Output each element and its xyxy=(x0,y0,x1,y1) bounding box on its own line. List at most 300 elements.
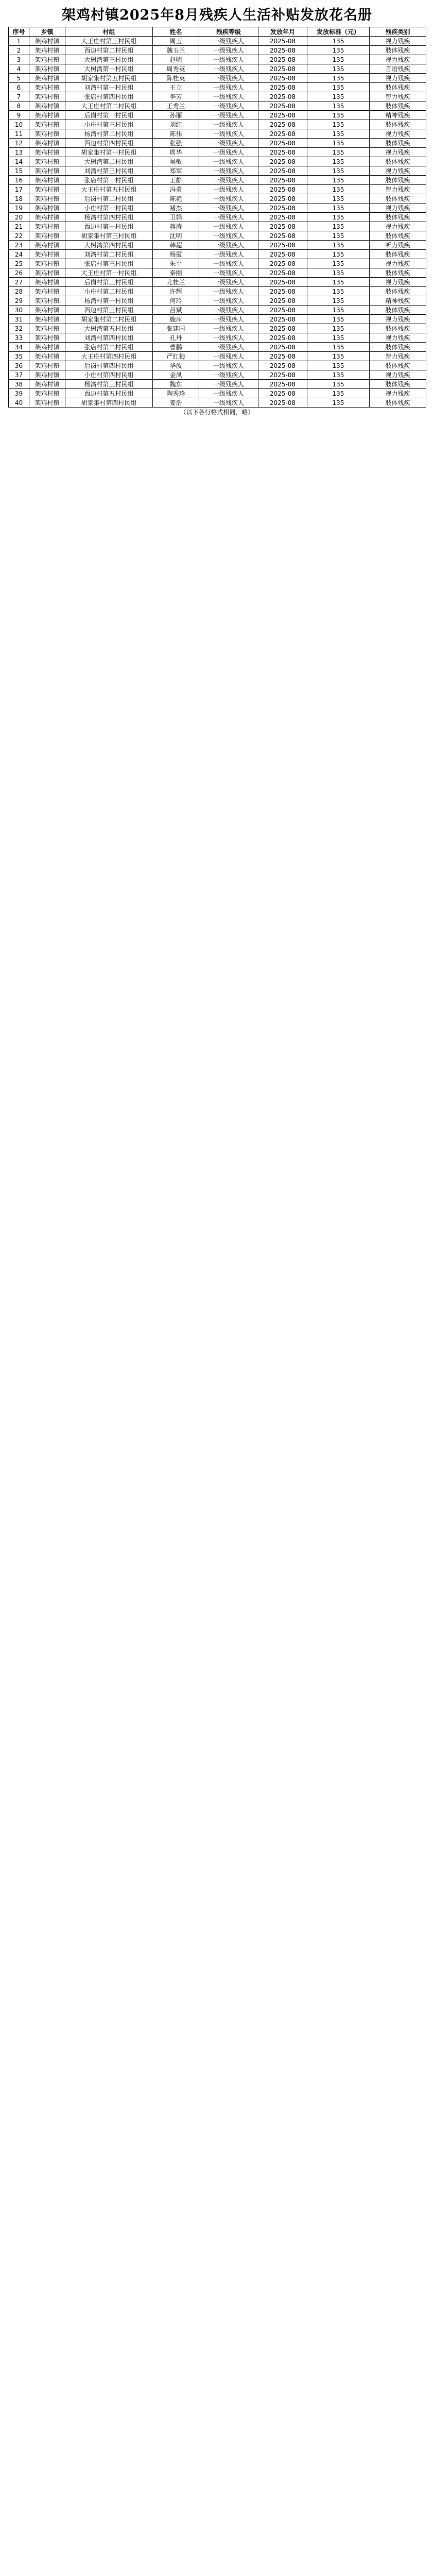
table-cell: 听力残疾 xyxy=(370,241,426,250)
table-cell: 39 xyxy=(9,389,29,398)
table-cell: 2025-08 xyxy=(258,361,307,370)
table-cell: 一级残疾人 xyxy=(199,241,258,250)
table-cell: 肢体残疾 xyxy=(370,139,426,148)
table-cell: 一级残疾人 xyxy=(199,74,258,83)
table-row xyxy=(9,268,426,278)
table-cell: 冯勇 xyxy=(153,185,199,194)
table-cell: 肢体残疾 xyxy=(370,194,426,204)
table-cell: 13 xyxy=(9,148,29,157)
table-cell: 14 xyxy=(9,157,29,166)
table-cell: 11 xyxy=(9,129,29,139)
table-cell: 肢体残疾 xyxy=(370,250,426,259)
table-cell: 韩超 xyxy=(153,241,199,250)
table-cell: 智力残疾 xyxy=(370,92,426,101)
table-cell: 西边村第二村民组 xyxy=(65,46,153,55)
table-cell: 135 xyxy=(307,398,370,408)
table-cell: 架鸡村镇 xyxy=(29,194,65,204)
table-cell: 2025-08 xyxy=(258,101,307,111)
table-cell: 3 xyxy=(9,55,29,64)
table-cell: 一级残疾人 xyxy=(199,315,258,324)
table-cell: 肢体残疾 xyxy=(370,101,426,111)
table-cell: 架鸡村镇 xyxy=(29,398,65,408)
table-cell: 29 xyxy=(9,296,29,306)
table-cell: 架鸡村镇 xyxy=(29,92,65,101)
table-cell: 秦刚 xyxy=(153,268,199,278)
table-cell: 12 xyxy=(9,139,29,148)
table-cell: 2025-08 xyxy=(258,37,307,46)
table-cell: 严红梅 xyxy=(153,352,199,361)
table-cell: 小庄村第三村民组 xyxy=(65,120,153,129)
table-cell: 大王庄村第三村民组 xyxy=(65,37,153,46)
table-cell: 肢体残疾 xyxy=(370,287,426,296)
table-cell: 周华 xyxy=(153,148,199,157)
table-cell: 架鸡村镇 xyxy=(29,278,65,287)
table-row xyxy=(9,194,426,204)
table-row xyxy=(9,92,426,101)
table-cell: 一级残疾人 xyxy=(199,111,258,120)
table-cell: 胡家集村第五村民组 xyxy=(65,74,153,83)
table-cell: 33 xyxy=(9,333,29,343)
column-header: 乡镇 xyxy=(29,27,65,37)
table-cell: 架鸡村镇 xyxy=(29,157,65,166)
table-cell: 一级残疾人 xyxy=(199,37,258,46)
table-cell: 架鸡村镇 xyxy=(29,231,65,241)
table-cell: 何玲 xyxy=(153,296,199,306)
table-cell: 西边村第一村民组 xyxy=(65,222,153,231)
table-cell: 一级残疾人 xyxy=(199,361,258,370)
table-cell: 架鸡村镇 xyxy=(29,361,65,370)
table-cell: 王立 xyxy=(153,83,199,92)
table-cell: 一级残疾人 xyxy=(199,259,258,268)
table-cell: 胡家集村第一村民组 xyxy=(65,148,153,157)
table-cell: 视力残疾 xyxy=(370,259,426,268)
table-cell: 2025-08 xyxy=(258,92,307,101)
table-cell: 架鸡村镇 xyxy=(29,129,65,139)
table-cell: 一级残疾人 xyxy=(199,287,258,296)
table-row xyxy=(9,204,426,213)
table-cell: 2025-08 xyxy=(258,139,307,148)
table-cell: 一级残疾人 xyxy=(199,83,258,92)
table-row xyxy=(9,231,426,241)
table-cell: 135 xyxy=(307,64,370,74)
table-cell: 视力残疾 xyxy=(370,204,426,213)
table-cell: 架鸡村镇 xyxy=(29,315,65,324)
table-cell: 135 xyxy=(307,389,370,398)
table-cell: 陈艳 xyxy=(153,194,199,204)
table-cell: 一级残疾人 xyxy=(199,389,258,398)
table-cell: 2025-08 xyxy=(258,250,307,259)
table-cell: 2025-08 xyxy=(258,296,307,306)
table-cell: 卫娟 xyxy=(153,213,199,222)
table-cell: 胡家集村第二村民组 xyxy=(65,315,153,324)
table-cell: 张店村第一村民组 xyxy=(65,176,153,185)
table-cell: 孔丹 xyxy=(153,333,199,343)
table-cell: 精神残疾 xyxy=(370,111,426,120)
table-row xyxy=(9,241,426,250)
table-cell: 9 xyxy=(9,111,29,120)
table-cell: 杨霞 xyxy=(153,250,199,259)
table-cell: 周玉 xyxy=(153,37,199,46)
table-cell: 刘湾村第三村民组 xyxy=(65,166,153,176)
table-cell: 2025-08 xyxy=(258,83,307,92)
table-cell: 一级残疾人 xyxy=(199,139,258,148)
table-cell: 一级残疾人 xyxy=(199,64,258,74)
table-cell: 大树湾第三村民组 xyxy=(65,55,153,64)
table-cell: 视力残疾 xyxy=(370,333,426,343)
table-cell: 2025-08 xyxy=(258,324,307,333)
table-cell: 2025-08 xyxy=(258,287,307,296)
table-cell: 31 xyxy=(9,315,29,324)
table-cell: 尤桂兰 xyxy=(153,278,199,287)
table-row xyxy=(9,361,426,370)
table-cell: 135 xyxy=(307,204,370,213)
table-cell: 视力残疾 xyxy=(370,74,426,83)
table-cell: 张店村第三村民组 xyxy=(65,259,153,268)
table-cell: 肢体残疾 xyxy=(370,176,426,185)
table-row xyxy=(9,389,426,398)
table-cell: 2025-08 xyxy=(258,74,307,83)
table-cell: 视力残疾 xyxy=(370,148,426,157)
table-cell: 一级残疾人 xyxy=(199,213,258,222)
table-cell: 4 xyxy=(9,64,29,74)
column-header: 姓名 xyxy=(153,27,199,37)
table-cell: 一级残疾人 xyxy=(199,296,258,306)
table-cell: 135 xyxy=(307,268,370,278)
table-row xyxy=(9,287,426,296)
table-cell: 135 xyxy=(307,361,370,370)
table-cell: 135 xyxy=(307,83,370,92)
table-cell: 28 xyxy=(9,287,29,296)
table-cell: 135 xyxy=(307,213,370,222)
table-cell: 一级残疾人 xyxy=(199,222,258,231)
table-cell: 架鸡村镇 xyxy=(29,55,65,64)
table-row xyxy=(9,176,426,185)
table-cell: 肢体残疾 xyxy=(370,306,426,315)
table-cell: 视力残疾 xyxy=(370,55,426,64)
table-row xyxy=(9,352,426,361)
table-cell: 2025-08 xyxy=(258,370,307,380)
table-cell: 李芳 xyxy=(153,92,199,101)
table-row xyxy=(9,148,426,157)
table-cell: 15 xyxy=(9,166,29,176)
table-cell: 架鸡村镇 xyxy=(29,222,65,231)
table-cell: 一级残疾人 xyxy=(199,92,258,101)
table-cell: 135 xyxy=(307,333,370,343)
table-cell: 吕斌 xyxy=(153,306,199,315)
table-row xyxy=(9,296,426,306)
table-cell: 智力残疾 xyxy=(370,352,426,361)
table-cell: 17 xyxy=(9,185,29,194)
table-cell: 架鸡村镇 xyxy=(29,204,65,213)
table-row xyxy=(9,74,426,83)
table-cell: 135 xyxy=(307,241,370,250)
table-cell: 架鸡村镇 xyxy=(29,333,65,343)
table-cell: 架鸡村镇 xyxy=(29,120,65,129)
table-cell: 精神残疾 xyxy=(370,296,426,306)
table-cell: 135 xyxy=(307,222,370,231)
table-cell: 2025-08 xyxy=(258,120,307,129)
table-cell: 孙丽 xyxy=(153,111,199,120)
table-cell: 小庄村第二村民组 xyxy=(65,287,153,296)
table-cell: 刘湾村第一村民组 xyxy=(65,83,153,92)
table-cell: 2 xyxy=(9,46,29,55)
table-cell: 38 xyxy=(9,380,29,389)
table-cell: 2025-08 xyxy=(258,398,307,408)
table-cell: 肢体残疾 xyxy=(370,157,426,166)
table-cell: 施萍 xyxy=(153,315,199,324)
table-cell: 一级残疾人 xyxy=(199,101,258,111)
table-cell: 135 xyxy=(307,111,370,120)
table-cell: 大树湾第二村民组 xyxy=(65,157,153,166)
table-cell: 智力残疾 xyxy=(370,185,426,194)
table-cell: 一级残疾人 xyxy=(199,204,258,213)
table-cell: 23 xyxy=(9,241,29,250)
table-cell: 肢体残疾 xyxy=(370,120,426,129)
table-cell: 20 xyxy=(9,213,29,222)
table-cell: 2025-08 xyxy=(258,166,307,176)
table-cell: 大树湾第五村民组 xyxy=(65,324,153,333)
table-cell: 架鸡村镇 xyxy=(29,46,65,55)
table-cell: 肢体残疾 xyxy=(370,213,426,222)
table-cell: 刘湾村第二村民组 xyxy=(65,250,153,259)
table-cell: 架鸡村镇 xyxy=(29,389,65,398)
table-row xyxy=(9,222,426,231)
table-cell: 32 xyxy=(9,324,29,333)
table-row xyxy=(9,37,426,46)
table-cell: 视力残疾 xyxy=(370,389,426,398)
table-row xyxy=(9,120,426,129)
table-cell: 沈明 xyxy=(153,231,199,241)
table-cell: 一级残疾人 xyxy=(199,55,258,64)
table-cell: 吴敏 xyxy=(153,157,199,166)
table-row xyxy=(9,111,426,120)
table-cell: 一级残疾人 xyxy=(199,250,258,259)
table-cell: 27 xyxy=(9,278,29,287)
table-cell: 7 xyxy=(9,92,29,101)
table-cell: 许辉 xyxy=(153,287,199,296)
table-cell: 胡家集村第四村民组 xyxy=(65,398,153,408)
table-cell: 2025-08 xyxy=(258,129,307,139)
table-cell: 架鸡村镇 xyxy=(29,139,65,148)
table-cell: 大树湾第四村民组 xyxy=(65,241,153,250)
table-cell: 2025-08 xyxy=(258,259,307,268)
table-cell: 郑军 xyxy=(153,166,199,176)
table-row xyxy=(9,101,426,111)
table-row xyxy=(9,139,426,148)
table-cell: 肢体残疾 xyxy=(370,398,426,408)
table-cell: 架鸡村镇 xyxy=(29,343,65,352)
table-cell: 架鸡村镇 xyxy=(29,101,65,111)
table-cell: 2025-08 xyxy=(258,185,307,194)
table-cell: 陈桂英 xyxy=(153,74,199,83)
table-cell: 架鸡村镇 xyxy=(29,111,65,120)
column-header: 残疾等级 xyxy=(199,27,258,37)
table-cell: 135 xyxy=(307,231,370,241)
table-cell: 架鸡村镇 xyxy=(29,352,65,361)
table-cell: 架鸡村镇 xyxy=(29,176,65,185)
table-cell: 一级残疾人 xyxy=(199,324,258,333)
table-cell: 2025-08 xyxy=(258,194,307,204)
table-row xyxy=(9,213,426,222)
table-cell: 2025-08 xyxy=(258,231,307,241)
table-cell: 30 xyxy=(9,306,29,315)
table-cell: 135 xyxy=(307,194,370,204)
table-cell: 一级残疾人 xyxy=(199,278,258,287)
table-cell: 一级残疾人 xyxy=(199,120,258,129)
table-cell: 一级残疾人 xyxy=(199,194,258,204)
table-cell: 张店村第二村民组 xyxy=(65,343,153,352)
table-cell: 王静 xyxy=(153,176,199,185)
table-cell: 2025-08 xyxy=(258,352,307,361)
table-cell: 架鸡村镇 xyxy=(29,166,65,176)
table-row xyxy=(9,398,426,408)
table-cell: 135 xyxy=(307,278,370,287)
table-cell: 一级残疾人 xyxy=(199,129,258,139)
table-row xyxy=(9,157,426,166)
table-cell: 赵明 xyxy=(153,55,199,64)
document-title: 架鸡村镇2025年8月残疾人生活补贴发放花名册 xyxy=(62,7,372,23)
table-cell: 一级残疾人 xyxy=(199,46,258,55)
table-row xyxy=(9,129,426,139)
table-cell: 张店村第四村民组 xyxy=(65,92,153,101)
table-cell: 135 xyxy=(307,157,370,166)
table-cell: 肢体残疾 xyxy=(370,46,426,55)
table-cell: 架鸡村镇 xyxy=(29,250,65,259)
table-cell: 2025-08 xyxy=(258,306,307,315)
table-cell: 架鸡村镇 xyxy=(29,37,65,46)
table-cell: 135 xyxy=(307,37,370,46)
table-row xyxy=(9,324,426,333)
table-cell: 2025-08 xyxy=(258,46,307,55)
table-cell: 2025-08 xyxy=(258,157,307,166)
table-cell: 视力残疾 xyxy=(370,166,426,176)
table-cell: 10 xyxy=(9,120,29,129)
table-cell: 肢体残疾 xyxy=(370,83,426,92)
table-cell: 架鸡村镇 xyxy=(29,324,65,333)
table-cell: 135 xyxy=(307,74,370,83)
table-cell: 西边村第四村民组 xyxy=(65,139,153,148)
table-cell: 一级残疾人 xyxy=(199,370,258,380)
table-row xyxy=(9,64,426,74)
table-cell: 杨湾村第一村民组 xyxy=(65,296,153,306)
table-cell: 2025-08 xyxy=(258,222,307,231)
table-cell: 135 xyxy=(307,139,370,148)
table-cell: 金凤 xyxy=(153,370,199,380)
table-cell: 华波 xyxy=(153,361,199,370)
table-cell: 135 xyxy=(307,55,370,64)
table-row xyxy=(9,380,426,389)
table-cell: 一级残疾人 xyxy=(199,148,258,157)
table-cell: 视力残疾 xyxy=(370,129,426,139)
table-cell: 架鸡村镇 xyxy=(29,370,65,380)
table-cell: 135 xyxy=(307,46,370,55)
table-cell: 135 xyxy=(307,306,370,315)
table-cell: 后岗村第四村民组 xyxy=(65,361,153,370)
table-cell: 135 xyxy=(307,101,370,111)
table-cell: 魏东 xyxy=(153,380,199,389)
table-cell: 西边村第三村民组 xyxy=(65,306,153,315)
table-row xyxy=(9,370,426,380)
table-row xyxy=(9,166,426,176)
table-row xyxy=(9,306,426,315)
table-cell: 王秀兰 xyxy=(153,101,199,111)
table-cell: 25 xyxy=(9,259,29,268)
table-cell: 大王庄村第二村民组 xyxy=(65,101,153,111)
table-cell: 朱平 xyxy=(153,259,199,268)
table-cell: 架鸡村镇 xyxy=(29,296,65,306)
table-row xyxy=(9,259,426,268)
table-row xyxy=(9,250,426,259)
table-cell: 一级残疾人 xyxy=(199,343,258,352)
table-cell: 2025-08 xyxy=(258,176,307,185)
table-cell: 一级残疾人 xyxy=(199,333,258,343)
table-cell: 大王庄村第一村民组 xyxy=(65,268,153,278)
table-cell: 架鸡村镇 xyxy=(29,268,65,278)
table-cell: 21 xyxy=(9,222,29,231)
table-cell: 135 xyxy=(307,287,370,296)
table-cell: 张建国 xyxy=(153,324,199,333)
table-cell: 一级残疾人 xyxy=(199,157,258,166)
table-cell: 西边村第五村民组 xyxy=(65,389,153,398)
table-cell: 胡家集村第三村民组 xyxy=(65,231,153,241)
table-cell: 架鸡村镇 xyxy=(29,64,65,74)
column-header: 发放标准（元） xyxy=(307,27,370,37)
table-cell: 架鸡村镇 xyxy=(29,213,65,222)
table-cell: 视力残疾 xyxy=(370,278,426,287)
table-row xyxy=(9,83,426,92)
table-cell: 26 xyxy=(9,268,29,278)
table-cell: 40 xyxy=(9,398,29,408)
table-cell: 肢体残疾 xyxy=(370,343,426,352)
table-cell: 小庄村第一村民组 xyxy=(65,204,153,213)
table-cell: 架鸡村镇 xyxy=(29,380,65,389)
table-cell: 2025-08 xyxy=(258,213,307,222)
table-cell: 姜浩 xyxy=(153,398,199,408)
column-header: 序号 xyxy=(9,27,29,37)
table-row xyxy=(9,333,426,343)
table-cell: 35 xyxy=(9,352,29,361)
table-cell: 一级残疾人 xyxy=(199,176,258,185)
table-cell: 2025-08 xyxy=(258,204,307,213)
table-cell: 张强 xyxy=(153,139,199,148)
table-cell: 135 xyxy=(307,176,370,185)
table-cell: 蒋涛 xyxy=(153,222,199,231)
table-cell: 架鸡村镇 xyxy=(29,148,65,157)
table-cell: 135 xyxy=(307,380,370,389)
table-cell: 肢体残疾 xyxy=(370,268,426,278)
table-cell: 视力残疾 xyxy=(370,370,426,380)
table-cell: 大王庄村第四村民组 xyxy=(65,352,153,361)
table-cell: 135 xyxy=(307,315,370,324)
table-cell: 刘湾村第四村民组 xyxy=(65,333,153,343)
table-cell: 魏玉兰 xyxy=(153,46,199,55)
table-cell: 周秀英 xyxy=(153,64,199,74)
table-cell: 2025-08 xyxy=(258,148,307,157)
table-cell: 后岗村第二村民组 xyxy=(65,194,153,204)
table-cell: 视力残疾 xyxy=(370,37,426,46)
table-cell: 曹鹏 xyxy=(153,343,199,352)
table-cell: 2025-08 xyxy=(258,380,307,389)
table-cell: 37 xyxy=(9,370,29,380)
table-cell: 2025-08 xyxy=(258,241,307,250)
table-cell: 肢体残疾 xyxy=(370,324,426,333)
table-cell: 大树湾第一村民组 xyxy=(65,64,153,74)
table-cell: 陶秀珍 xyxy=(153,389,199,398)
table-cell: 135 xyxy=(307,185,370,194)
table-cell: 135 xyxy=(307,166,370,176)
table-cell: 6 xyxy=(9,83,29,92)
table-cell: 杨湾村第四村民组 xyxy=(65,213,153,222)
